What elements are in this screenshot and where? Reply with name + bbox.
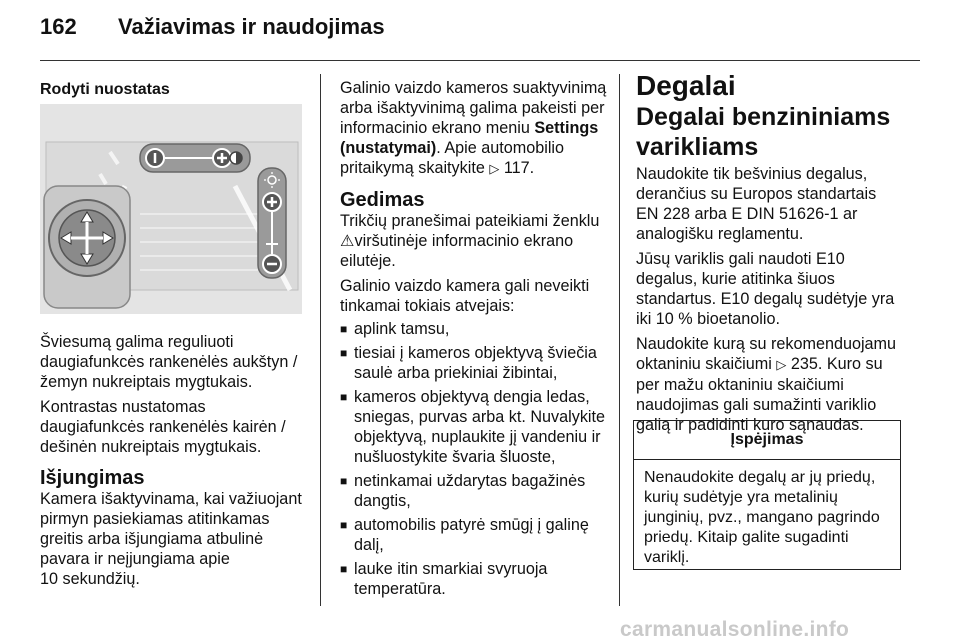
switch-off-line-5: 10 sekundžių. bbox=[40, 570, 140, 588]
fuel-para3-line-3: per mažu oktaniniu skaičiumi bbox=[636, 376, 844, 394]
page-ref-235[interactable]: 235. Kuro su bbox=[790, 355, 883, 373]
petrol-subtitle-line-2: varikliams bbox=[636, 133, 759, 161]
conditions-list bbox=[340, 319, 612, 599]
fault-line-1: Trikčių pranešimai pateikiami ženklu bbox=[340, 212, 600, 230]
switch-off-line-3: greitis arba išjungiama atbulinė bbox=[40, 530, 264, 548]
fuel-para1-line-1: Naudokite tik bešvinius degalus, bbox=[636, 165, 868, 183]
settings-menu-label-lt: (nustatymai) bbox=[340, 139, 437, 157]
conditions-line-2: tinkamai tokiais atvejais: bbox=[340, 297, 515, 315]
fuel-para1-line-3: EN 228 arba E DIN 51626-1 ar bbox=[636, 205, 858, 223]
list-item: ■ lauke itin smarkiai svyruoja temperatūra. bbox=[340, 559, 612, 599]
fault-heading: Gedimas bbox=[340, 189, 425, 211]
page-ref-117[interactable]: 117. bbox=[503, 159, 535, 177]
rear-camera-screen-image bbox=[40, 104, 302, 314]
switch-off-heading: Išjungimas bbox=[40, 467, 145, 489]
warning-triangle-icon: ⚠ bbox=[340, 232, 355, 250]
list-item: ■ tiesiai į kameros objektyvą šviečia saulė arba priekiniai žibintai, bbox=[340, 343, 612, 383]
contrast-line-1: Kontrastas nustatomas bbox=[40, 398, 206, 416]
list-item: ■ aplink tamsu, bbox=[340, 319, 612, 339]
page-header bbox=[40, 14, 385, 40]
fault-line-2: ⚠viršutinėje informacinio ekrano bbox=[340, 232, 574, 250]
page-number: 162 bbox=[40, 14, 77, 39]
brightness-line-2: daugiafunkcės rankenėlės aukštyn / bbox=[40, 353, 298, 371]
warning-box bbox=[633, 420, 901, 570]
intro-line-2: arba išaktyvinimą galima pakeisti per bbox=[340, 99, 605, 117]
fuel-para2-line-4: iki 10 % bioetanolio. bbox=[636, 310, 780, 328]
intro-line-1: Galinio vaizdo kameros suaktyvinimą bbox=[340, 79, 607, 97]
fault-line-3: eilutėje. bbox=[340, 252, 396, 270]
intro-line-3: informacinio ekrano meniu Settings bbox=[340, 119, 599, 137]
chapter-title: Važiavimas ir naudojimas bbox=[118, 14, 385, 39]
fuel-para3-line-1: Naudokite kurą su rekomenduojamu bbox=[636, 335, 897, 353]
contrast-line-3: dešinėn nukreiptais mygtukais. bbox=[40, 438, 262, 456]
fuel-para3-line-2: oktaniniu skaičiumi ▷ 235. Kuro su bbox=[636, 355, 883, 373]
settings-menu-label: Settings bbox=[534, 119, 599, 137]
header-rule bbox=[40, 60, 920, 61]
fuel-para1-line-2: derančius su Europos standartais bbox=[636, 185, 877, 203]
fuel-para1-line-4: analogišku reglamentu. bbox=[636, 225, 804, 243]
watermark: carmanualsonline.info bbox=[620, 618, 850, 641]
fuel-para2-line-3: standartus. E10 degalų sudėtyje yra bbox=[636, 290, 895, 308]
page-ref-icon: ▷ bbox=[489, 161, 500, 176]
page-ref-icon: ▷ bbox=[776, 357, 787, 372]
fuel-para3-line-5: galią ir padidinti kuro sąnaudas. bbox=[636, 416, 864, 434]
petrol-subtitle-line-1: Degalai benzininiams bbox=[636, 103, 891, 131]
list-item: ■ netinkamai uždarytas bagažinės dangtis, bbox=[340, 471, 612, 511]
conditions-line-1: Galinio vaizdo kamera gali neveikti bbox=[340, 277, 590, 295]
list-item: ■ kameros objektyvą dengia ledas, sniegas, purvas arba kt. Nuvalykite objektyvą, nuplaukite jį vandeniu ir nušluostykite švaria šluoste, bbox=[340, 387, 612, 467]
fuel-para3-line-4: naudojimas gali sumažinti variklio bbox=[636, 396, 877, 414]
list-item: ■ automobilis patyrė smūgį į galinę dalį, bbox=[340, 515, 612, 555]
warning-body: Nenaudokite degalų ar jų priedų, kurių sudėtyje yra metalinių junginių, pvz., mangano pagrindo priedų. Kitaip galite sugadinti variklį. bbox=[644, 469, 880, 566]
switch-off-line-1: Kamera išaktyvinama, kai važiuojant bbox=[40, 490, 302, 508]
fuel-para2-line-1: Jūsų variklis gali naudoti E10 bbox=[636, 250, 845, 268]
column-divider-2 bbox=[619, 74, 620, 606]
display-settings-heading: Rodyti nuostatas bbox=[40, 81, 170, 98]
column-3 bbox=[636, 70, 916, 435]
switch-off-line-4: pavara ir neįjungiama apie bbox=[40, 550, 230, 568]
column-1 bbox=[40, 80, 312, 100]
switch-off-line-2: pirmyn pasiekiamas atitinkamas bbox=[40, 510, 270, 528]
brightness-line-1: Šviesumą galima reguliuoti bbox=[40, 333, 234, 351]
camera-display-illustration bbox=[40, 104, 302, 314]
brightness-line-3: žemyn nukreiptais mygtukais. bbox=[40, 373, 253, 391]
contrast-line-2: daugiafunkcės rankenėlės kairėn / bbox=[40, 418, 286, 436]
column-1-text bbox=[40, 332, 312, 589]
fuel-para2-line-2: degalus, kurie atitinka šiuos bbox=[636, 270, 835, 288]
fuel-title: Degalai bbox=[636, 70, 736, 101]
warning-title: Įspėjimas bbox=[634, 421, 900, 460]
column-2: Galinio vaizdo kameros suaktyvinimą arba išaktyvinimą galima pakeisti per informacinio ekrano meniu Settings (nustatymai). Apie automobilio pritaikymą skaitykite ▷ 117. Gedimas Trikčių pranešimai pateikiami ženklu ⚠viršutinėje informacinio ekrano eilutėje. Galinio vaizdo kamera gali neveikti tinkamai tokiais atvejais: ■ aplink tamsu, ■ tiesiai į kameros objektyvą šviečia saulė arba priekiniai žibintai, ■ kameros objektyvą dengia ledas, sniegas, purvas arba kt. Nuvalykite objektyvą, nuplaukite jį vandeniu ir nušluostykite švaria šluoste, ■ netinkamai uždarytas bagažinės dangtis, ■ automobilis patyrė smūgį į galinę dalį, ■ lauke itin smarkiai svyruoja temperatūra. bbox=[340, 78, 612, 599]
column-divider-1 bbox=[320, 74, 321, 606]
